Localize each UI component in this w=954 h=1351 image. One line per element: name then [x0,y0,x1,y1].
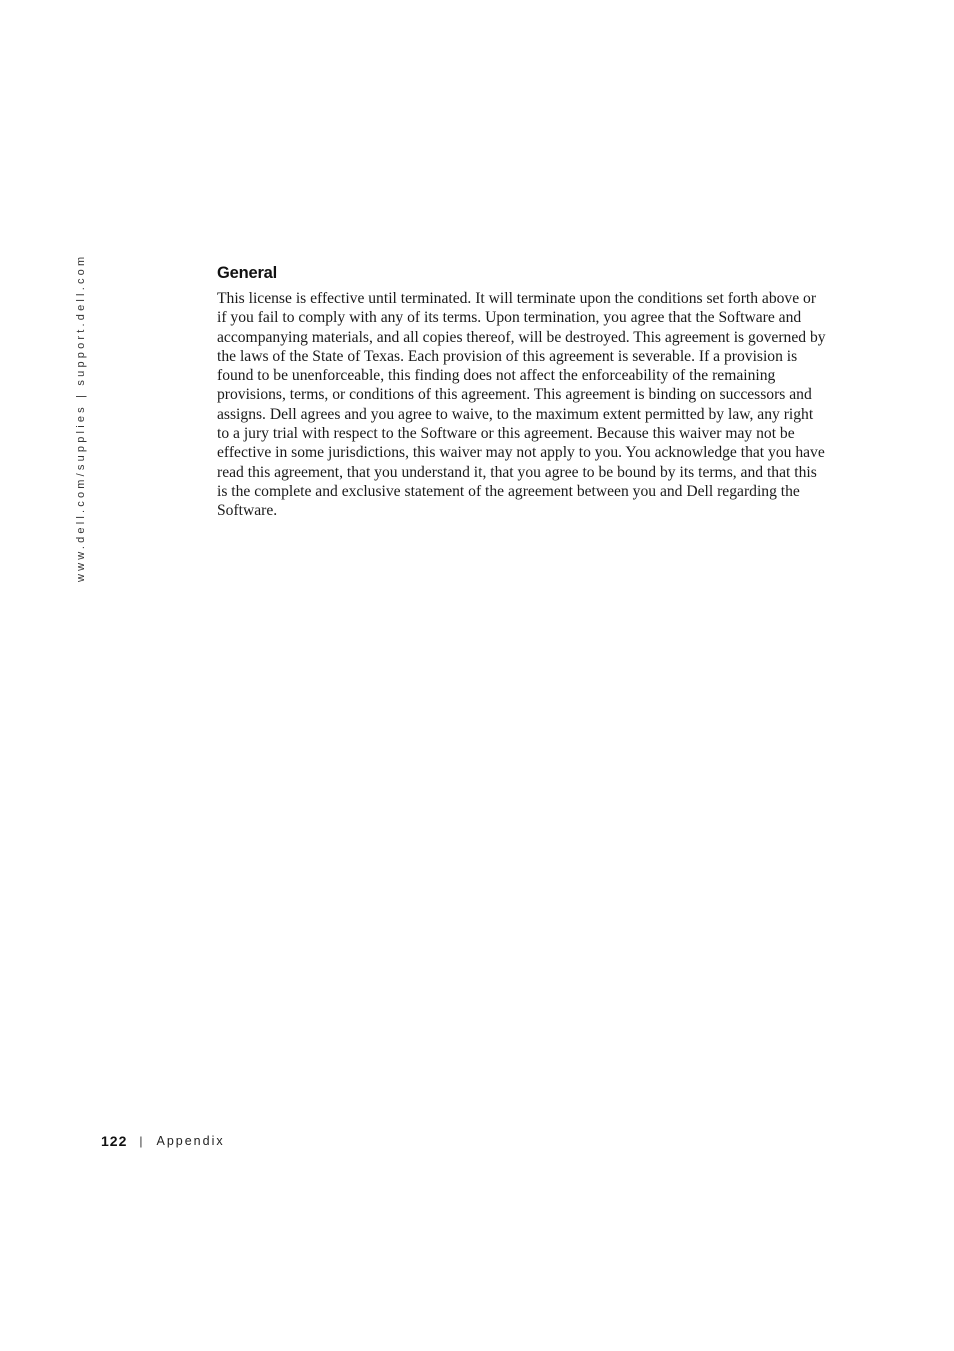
document-content [217,264,829,521]
section-heading: General [217,264,278,282]
page-number: 122 [101,1133,128,1149]
page-footer [101,1131,225,1151]
footer-section-name: Appendix [156,1134,225,1148]
side-margin-url: www.dell.com/supplies | support.dell.com [75,253,87,582]
body-paragraph: This license is effective until terminated. It will terminate upon the conditions set forth above or if you fail to comply with any of its terms. Upon termination, you agree that the Software and accompanying materials, and all copies thereof, will be destroyed. This agreement is governed by the laws of the State of Texas. Each provision of this agreement is severable. If a provision is found to be unenforceable, this finding does not affect the enforceability of the remaining provisions, terms, or conditions of this agreement. This agreement is binding on successors and assigns. Dell agrees and you agree to waive, to the maximum extent permitted by law, any right to a jury trial with respect to the Software or this agreement. Because this waiver may not be effective in some jurisdictions, this waiver may not apply to you. You acknowledge that you have read this agreement, that you understand it, that you agree to be bound by its terms, and that this is the complete and exclusive statement of the agreement between you and Dell regarding the Software. [217,290,826,520]
footer-separator: | [139,1134,143,1148]
